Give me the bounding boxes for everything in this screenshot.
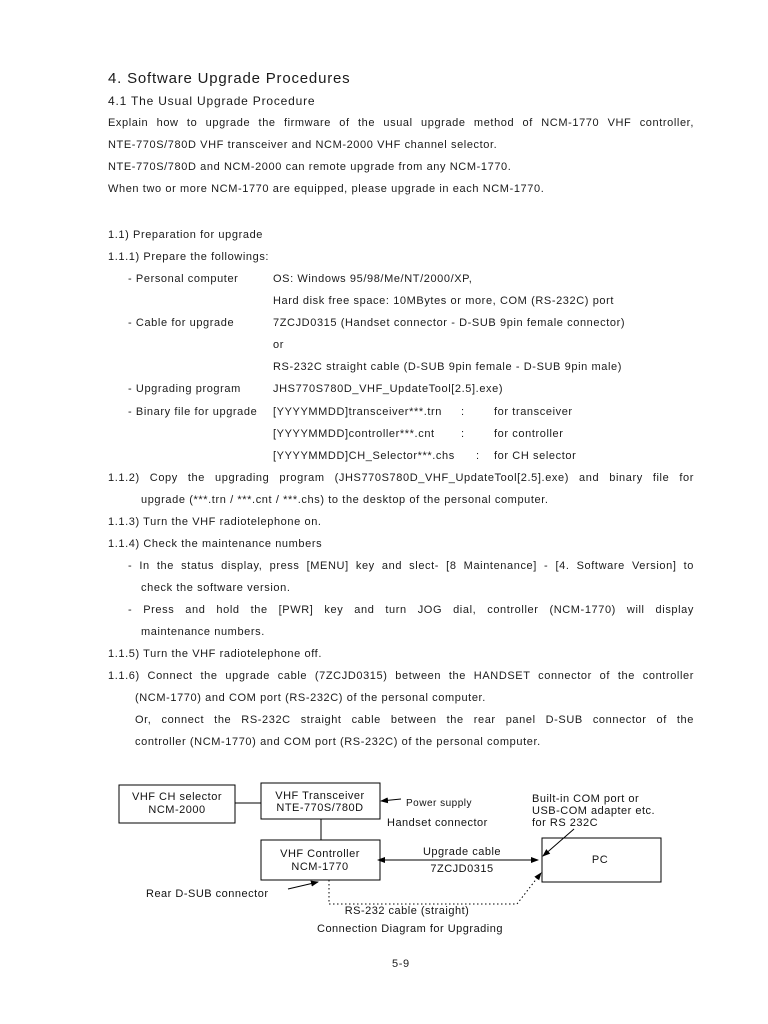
rear-dsub-arrow — [288, 882, 318, 889]
builtin-com-label-3: for RS 232C — [532, 817, 599, 829]
intro-line-3: NTE-770S/780D and NCM-2000 can remote upgrade from any NCM-1770. — [108, 161, 512, 173]
binary-file-3: [YYYYMMDD]CH_Selector***.chs — [273, 450, 455, 462]
step-114: 1.1.4) Check the maintenance numbers — [108, 538, 323, 550]
cable-or: or — [273, 339, 284, 351]
rear-dsub-label: Rear D-SUB connector — [146, 888, 269, 900]
power-supply-label: Power supply — [406, 798, 473, 809]
step-114-b-line-1: - Press and hold the [PWR] key and turn JOG dial, controller (NCM-1770) will display — [128, 604, 694, 616]
page-number: 5-9 — [392, 958, 410, 970]
binary-label: - Binary file for upgrade — [128, 406, 258, 418]
step-112-line-2: upgrade (***.trn / ***.cnt / ***.chs) to the desktop of the personal computer. — [141, 494, 549, 506]
pc-disk: Hard disk free space: 10MBytes or more, COM (RS-232C) port — [273, 295, 615, 307]
prep-subtitle: 1.1.1) Prepare the followings: — [108, 251, 270, 263]
binary-desc-1: for transceiver — [494, 406, 573, 418]
transceiver-label-2: NTE-770S/780D — [276, 802, 364, 814]
intro-line-4: When two or more NCM-1770 are equipped, please upgrade in each NCM-1770. — [108, 183, 545, 195]
subsection-heading: 4.1 The Usual Upgrade Procedure — [108, 94, 316, 108]
rs232-label: RS-232 cable (straight) — [344, 905, 470, 917]
cable-code-label: 7ZCJD0315 — [430, 863, 494, 875]
builtin-com-label-1: Built-in COM port or — [532, 793, 640, 805]
ch-selector-label-2: NCM-2000 — [148, 804, 206, 816]
binary-desc-2: for controller — [494, 428, 564, 440]
handset-connector-label: Handset connector — [387, 817, 488, 829]
binary-colon-1: : — [461, 406, 465, 418]
step-114-a-line-2: check the software version. — [141, 582, 291, 594]
binary-desc-3: for CH selector — [494, 450, 577, 462]
step-112-line-1: 1.1.2) Copy the upgrading program (JHS770S780D_VHF_UpdateTool[2.5].exe) and binary file for — [108, 472, 694, 484]
binary-file-2: [YYYYMMDD]controller***.cnt — [273, 428, 435, 440]
controller-box — [261, 840, 380, 880]
transceiver-label-1: VHF Transceiver — [275, 790, 365, 802]
program-value: JHS770S780D_VHF_UpdateTool[2.5].exe) — [273, 383, 504, 395]
step-116-line-4: controller (NCM-1770) and COM port (RS-232C) of the personal computer. — [135, 736, 541, 748]
intro-line-2: NTE-770S/780D VHF transceiver and NCM-2000 VHF channel selector. — [108, 139, 498, 151]
cable-option-2: RS-232C straight cable (D-SUB 9pin female - D-SUB 9pin male) — [273, 361, 623, 373]
pc-label: - Personal computer — [128, 273, 239, 285]
pc-label: PC — [591, 854, 609, 866]
step-116-line-3: Or, connect the RS-232C straight cable between the rear panel D-SUB connector of the — [135, 714, 694, 726]
step-113: 1.1.3) Turn the VHF radiotelephone on. — [108, 516, 322, 528]
controller-label-2: NCM-1770 — [291, 861, 349, 873]
cable-label: - Cable for upgrade — [128, 317, 235, 329]
controller-label-1: VHF Controller — [280, 848, 360, 860]
binary-file-1: [YYYYMMDD]transceiver***.trn — [273, 406, 443, 418]
step-114-a-line-1: - In the status display, press [MENU] key and slect- [8 Maintenance] - [4. Software Version] to — [128, 560, 694, 572]
binary-colon-3: : — [476, 450, 480, 462]
program-label: - Upgrading program — [128, 383, 241, 395]
step-114-b-line-2: maintenance numbers. — [141, 626, 265, 638]
section-heading: 4. Software Upgrade Procedures — [108, 70, 351, 87]
upgrade-cable-label: Upgrade cable — [422, 846, 502, 858]
pc-os: OS: Windows 95/98/Me/NT/2000/XP, — [273, 273, 473, 285]
step-116-line-2: (NCM-1770) and COM port (RS-232C) of the personal computer. — [135, 692, 486, 704]
ch-selector-label-1: VHF CH selector — [131, 791, 223, 803]
cable-option-1: 7ZCJD0315 (Handset connector - D-SUB 9pin female connector) — [273, 317, 626, 329]
intro-line-1: Explain how to upgrade the firmware of the usual upgrade method of NCM-1770 VHF controller, — [108, 117, 694, 129]
diagram-caption: Connection Diagram for Upgrading — [317, 923, 503, 935]
binary-colon-2: : — [461, 428, 465, 440]
step-116-line-1: 1.1.6) Connect the upgrade cable (7ZCJD0315) between the HANDSET connector of the controller — [108, 670, 694, 682]
step-115: 1.1.5) Turn the VHF radiotelephone off. — [108, 648, 322, 660]
power-supply-arrow — [381, 799, 401, 801]
prep-title: 1.1) Preparation for upgrade — [108, 229, 263, 241]
builtin-com-label-2: USB-COM adapter etc. — [532, 805, 656, 817]
